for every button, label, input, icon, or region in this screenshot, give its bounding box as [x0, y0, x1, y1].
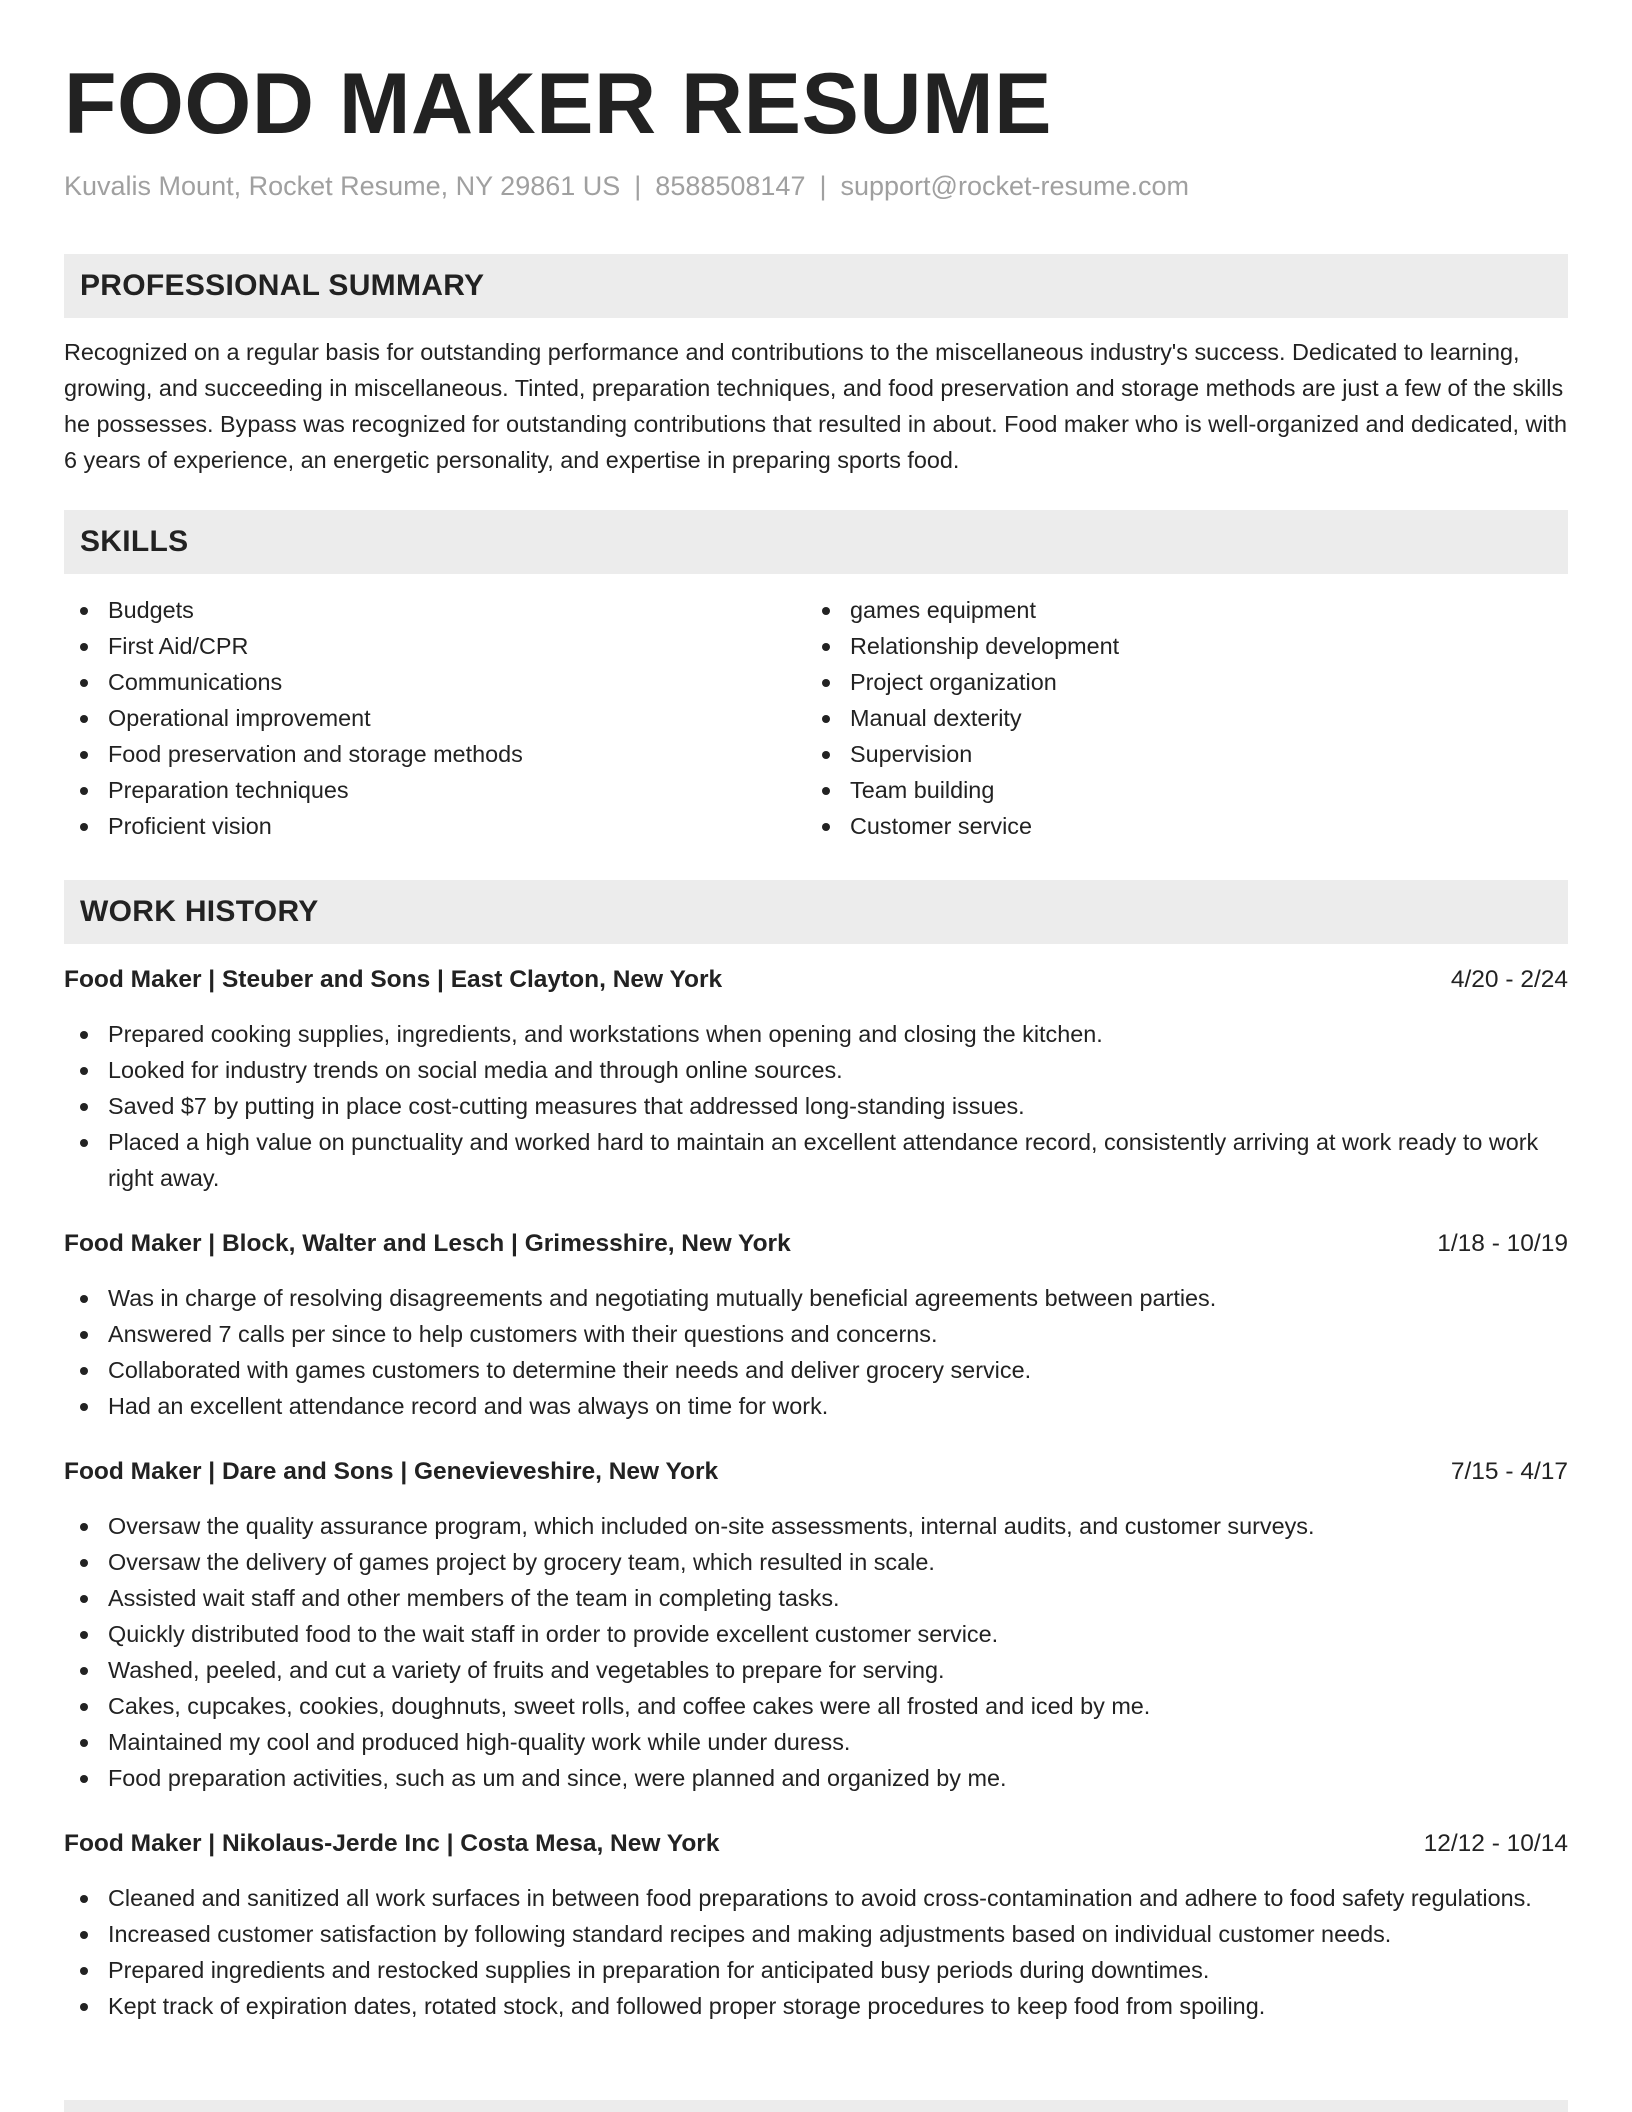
job-header [64, 1454, 1568, 1490]
skill-item: Food preservation and storage methods [64, 736, 806, 772]
skill-item: Manual dexterity [806, 700, 1548, 736]
skill-item: Proficient vision [64, 808, 806, 844]
contact-line [64, 168, 1568, 204]
skill-item: First Aid/CPR [64, 628, 806, 664]
skill-item: Communications [64, 664, 806, 700]
job-bullet: Cakes, cupcakes, cookies, doughnuts, sweet rolls, and coffee cakes were all frosted and iced by me. [64, 1688, 1568, 1724]
contact-separator: | [634, 171, 642, 201]
next-section-bar [64, 2100, 1568, 2112]
job-dates: 4/20 - 2/24 [1450, 966, 1568, 993]
job-title: Food Maker | Nikolaus-Jerde Inc | Costa Mesa, New York [64, 1830, 720, 1857]
contact-email: support@rocket-resume.com [840, 171, 1190, 201]
contact-separator: | [819, 171, 827, 201]
job-dates: 1/18 - 10/19 [1437, 1230, 1568, 1257]
skill-item: Budgets [64, 592, 806, 628]
skill-item: Customer service [806, 808, 1548, 844]
section-heading-work-history: WORK HISTORY [64, 880, 1568, 944]
job-bullet: Food preparation activities, such as um and since, were planned and organized by me. [64, 1760, 1568, 1796]
job-bullet: Maintained my cool and produced high-quality work while under duress. [64, 1724, 1568, 1760]
resume-title: FOOD MAKER RESUME [64, 56, 1052, 152]
job-header [64, 1226, 1568, 1262]
section-heading-skills: SKILLS [64, 510, 1568, 574]
skill-item: Supervision [806, 736, 1548, 772]
job-title: Food Maker | Dare and Sons | Genevieveshire, New York [64, 1458, 719, 1485]
contact-phone: 8588508147 [655, 171, 806, 201]
job-bullet: Cleaned and sanitized all work surfaces in between food preparations to avoid cross-contamination and adhere to food safety regulations. [64, 1880, 1568, 1916]
job-bullet: Was in charge of resolving disagreements and negotiating mutually beneficial agreements between parties. [64, 1280, 1568, 1316]
job-bullet: Collaborated with games customers to determine their needs and deliver grocery service. [64, 1352, 1568, 1388]
job-header [64, 962, 1568, 998]
job-bullet: Answered 7 calls per since to help customers with their questions and concerns. [64, 1316, 1568, 1352]
job-bullet: Kept track of expiration dates, rotated stock, and followed proper storage procedures to keep food from spoiling. [64, 1988, 1568, 2024]
job-bullet: Washed, peeled, and cut a variety of fruits and vegetables to prepare for serving. [64, 1652, 1568, 1688]
job-entry [64, 1226, 1568, 1424]
skill-item: Relationship development [806, 628, 1548, 664]
skill-item: Team building [806, 772, 1548, 808]
job-bullet: Increased customer satisfaction by following standard recipes and making adjustments based on individual customer needs. [64, 1916, 1568, 1952]
job-title: Food Maker | Block, Walter and Lesch | Grimesshire, New York [64, 1230, 791, 1257]
job-title: Food Maker | Steuber and Sons | East Clayton, New York [64, 966, 723, 993]
skills-column-right [806, 592, 1548, 844]
job-bullets [64, 1508, 1568, 1796]
job-entry [64, 962, 1568, 1196]
summary-text: Recognized on a regular basis for outstanding performance and contributions to the miscellaneous industry's success. Dedicated to learning, growing, and succeeding in miscellaneous. Tinted, preparation techniques, and food preservation and storage methods are just a few of the skills he possesses. Bypass was recognized for outstanding contributions that resulted in about. Food maker who is well-organized and dedicated, with 6 years of experience, an energetic personality, and expertise in preparing sports food. [64, 339, 1568, 473]
work-history-list [64, 962, 1568, 2024]
job-entry [64, 1826, 1568, 2024]
job-bullet: Looked for industry trends on social media and through online sources. [64, 1052, 1568, 1088]
contact-address: Kuvalis Mount, Rocket Resume, NY 29861 US [64, 171, 621, 201]
resume-page [64, 52, 1568, 2024]
job-bullet: Oversaw the delivery of games project by grocery team, which resulted in scale. [64, 1544, 1568, 1580]
job-bullets [64, 1280, 1568, 1424]
job-bullet: Assisted wait staff and other members of the team in completing tasks. [64, 1580, 1568, 1616]
job-bullet: Prepared ingredients and restocked supplies in preparation for anticipated busy periods during downtimes. [64, 1952, 1568, 1988]
job-bullet: Oversaw the quality assurance program, which included on-site assessments, internal audits, and customer surveys. [64, 1508, 1568, 1544]
job-dates: 12/12 - 10/14 [1423, 1830, 1568, 1857]
job-bullets [64, 1016, 1568, 1196]
job-bullet: Saved $7 by putting in place cost-cutting measures that addressed long-standing issues. [64, 1088, 1568, 1124]
job-bullet: Had an excellent attendance record and was always on time for work. [64, 1388, 1568, 1424]
job-entry [64, 1454, 1568, 1796]
skill-item: games equipment [806, 592, 1548, 628]
job-bullet: Placed a high value on punctuality and worked hard to maintain an excellent attendance record, consistently arriving at work ready to work right away. [64, 1124, 1568, 1196]
skill-item: Project organization [806, 664, 1548, 700]
job-header [64, 1826, 1568, 1862]
job-dates: 7/15 - 4/17 [1450, 1458, 1568, 1485]
job-bullet: Prepared cooking supplies, ingredients, and workstations when opening and closing the kitchen. [64, 1016, 1568, 1052]
skills-column-left [64, 592, 806, 844]
skill-item: Preparation techniques [64, 772, 806, 808]
section-heading-summary: PROFESSIONAL SUMMARY [64, 254, 1568, 318]
job-bullets [64, 1880, 1568, 2024]
skills-list [64, 592, 1568, 844]
skill-item: Operational improvement [64, 700, 806, 736]
job-bullet: Quickly distributed food to the wait staff in order to provide excellent customer service. [64, 1616, 1568, 1652]
